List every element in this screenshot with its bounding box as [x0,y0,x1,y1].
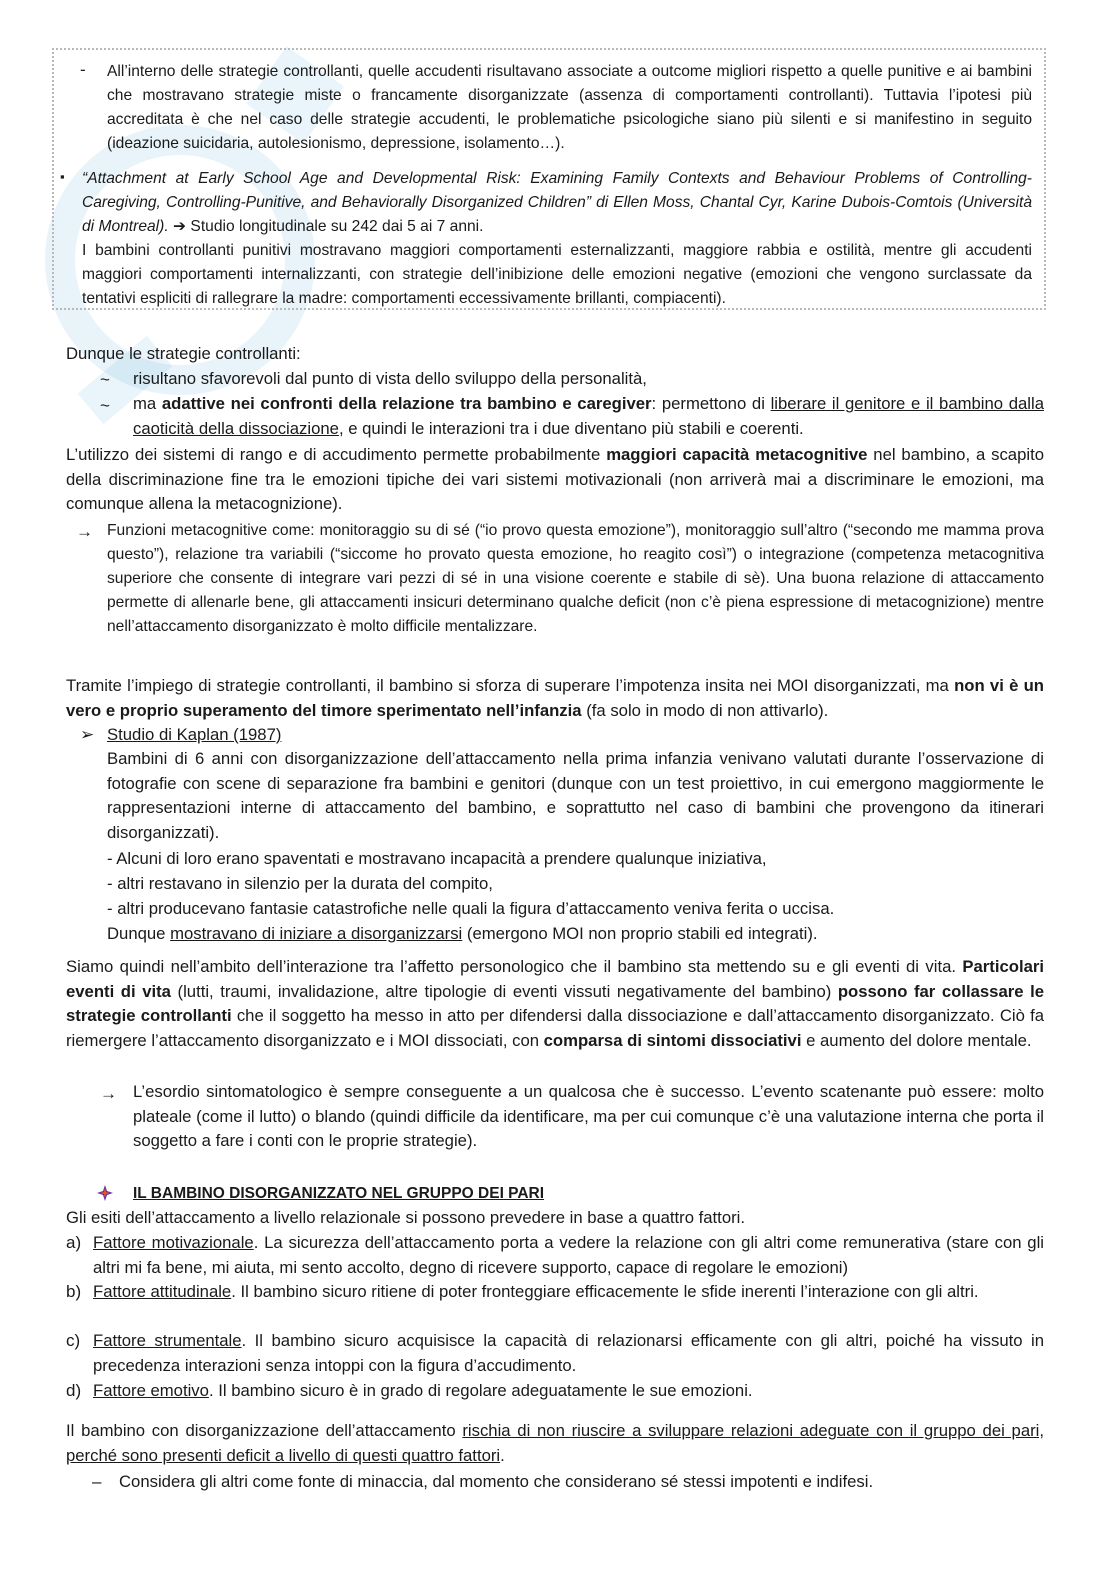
box-paragraph-2 [82,167,1032,311]
kaplan-conclusion [107,922,1044,947]
para3-b: (lutti, traumi, invalidazione, altre tipologie di eventi vissuti negativamente del bambino) [170,981,838,1001]
kaplan-text: Bambini di 6 anni con disorganizzazione dell’attaccamento nella prima infanzia venivano valutati durante l’osservazione di fotografie con scene di separazione fra bambini e genitori (dunque con un test proiettivo, in cui emergono maggiormente le rappresentazioni interne di attaccamento del bambino, e soprattutto nel caso di bambini che provengono da itinerari disorganizzati). [107,749,1044,842]
para3-bold3: comparsa di sintomi dissociativi [543,1030,802,1050]
item-b [93,1280,1044,1305]
item-a-text: . La sicurezza dell’attaccamento porta a vedere la relazione con gli altri come remunerativa (stare con gli altri mi fa bene, mi aiuta, mi sento accolto, degno di ricevere supporto, capace di regolare le emozioni) [93,1233,1044,1277]
kaplan-line-2: - altri restavano in silenzio per la durata del compito, [107,874,493,893]
kaplan-concl-underlined: mostravano di iniziare a disorganizzarsi [170,924,463,943]
tilde-item-2-b: : permettono di [651,394,771,413]
box-paragraph-1: All’interno delle strategie controllanti, quelle accudenti risultavano associate a outcome migliori rispetto a quelle punitive e ai bambini che mostravano strategie miste o francamente disorganizzate (assenza di comportamenti controllanti). Tuttavia l’ipotesi più accreditata è che nel caso delle strategie accudenti, le problematiche psicologiche siano più silenti e si manifestino in seguito (ideazione suicidaria, autolesionismo, depressione, isolamento…). [107,63,1032,152]
item-d [93,1379,1044,1404]
kaplan-concl-b: (emergono MOI non proprio stabili ed integrati). [462,924,818,943]
onset-note: L’esordio sintomatologico è sempre conseguente a un qualcosa che è successo. L’evento scatenante può essere: molto plateale (come il lutto) o blando (quindi difficile da identificare, ma per cui comunque c’è una valutazione interna che porta il soggetto a fare i conti con le proprie strategie). [133,1082,1044,1150]
item-d-letter: d) [66,1381,82,1400]
section-heading: IL BAMBINO DISORGANIZZATO NEL GRUPPO DEI PARI [133,1185,545,1202]
item-a-letter: a) [66,1233,82,1252]
closing-a: Il bambino con disorganizzazione dell’attaccamento [66,1421,463,1440]
item-a-name: Fattore motivazionale [93,1233,254,1252]
para1-bold: maggiori capacità metacognitive [606,445,868,464]
item-c-name: Fattore strumentale [93,1331,242,1350]
last-bullet: Considera gli altri come fonte di minaccia, dal momento che considerano sé stessi impotenti e indifesi. [119,1472,874,1491]
para3-bold1: Particolari eventi di vita [66,957,1044,1001]
para3-a: Siamo quindi nell’ambito dell’interazione tra l’affetto personologico che il bambino sta mettendo su e gli eventi di vita. [66,957,963,976]
arrow-icon: ➔ [173,218,187,235]
item-a [93,1231,1044,1280]
section-intro: Gli esiti dell’attaccamento a livello relazionale si possono prevedere in base a quattro fattori. [66,1208,745,1227]
para1-b: nel bambino, a scapito della discriminazione fine tra le emozioni tipiche dei vari sistemi motivazionali (non arriverà mai a discriminare le emozioni, ma comunque allena la metacognizione). [66,445,1044,513]
tilde-item-2-c: , e quindi le interazioni tra i due diventano più stabili e coerenti. [338,418,804,438]
tilde-marker-2: ~ [100,396,110,415]
item-b-letter: b) [66,1282,82,1301]
tilde-item-1: risultano sfavorevoli dal punto di vista dello sviluppo della personalità, [133,369,647,388]
kaplan-title: Studio di Kaplan (1987) [107,725,282,744]
paragraph-life-events [66,955,1044,1053]
closing-b: . [500,1445,505,1465]
box-paragraph-2-text: I bambini controllanti punitivi mostravano maggiori comportamenti esternalizzanti, maggiore rabbia e ostilità, mentre gli accudenti maggiori comportamenti internalizzanti, con strategie dell’inibizione delle emozioni negative (emozioni che vengono surclassate da tentativi espliciti di rallegrare la madre: comportamenti eccessivamente brillanti, compiacenti). [82,242,1032,307]
tilde-item-2-bold: adattive nei confronti della relazione tra bambino e caregiver [161,394,652,413]
paragraph-strategies [66,674,1044,723]
item-b-name: Fattore attitudinale [93,1282,232,1301]
study-note: Studio longitudinale su 242 dai 5 ai 7 anni. [186,218,484,235]
closing-paragraph [66,1419,1044,1468]
tilde-marker-1: ~ [100,370,110,389]
item-d-name: Fattore emotivo [93,1381,209,1400]
dash-bullet: - [80,60,86,79]
para3-c: che il soggetto ha messo in atto per difendersi dalla dissociazione e dall’attaccamento disorganizzato. Ciò fa riemergere l’attaccamento disorganizzato e i MOI dissociati, con [66,1006,1044,1050]
arrow-marker-2: → [100,1084,117,1103]
item-c-letter: c) [66,1331,81,1350]
para2-a: Tramite l’impiego di strategie controllanti, il bambino si sforza di superare l’impotenza insita nei MOI disorganizzati, ma [66,676,955,695]
tilde-item-2 [133,392,1044,441]
kaplan-line-1: - Alcuni di loro erano spaventati e mostravano incapacità a prendere qualunque iniziativa, [107,849,767,868]
kaplan-line-3: - altri producevano fantasie catastrofiche nelle quali la figura d’attaccamento veniva ferita o uccisa. [107,899,835,918]
tilde-item-2-underlined: liberare il genitore e il bambino dalla caoticità della dissociazione [133,394,1044,438]
metacognition-note: Funzioni metacognitive come: monitoraggio su di sé (“io provo questa emozione”), monitoraggio sull’altro (“secondo me mamma prova questo”), relazione tra variabili (“siccome ho provato questa emozione, ho reagito così”) o integrazione (competenza metacognitiva superiore che consente di integrare vari pezzi di sé in una visione coerente e stabile di sè). Una buona relazione di attaccamento permette di allenarle bene, gli attaccamenti insicuri determinano qualche deficit (non c’è piena espressione di metacognizione) mentre nell’attaccamento disorganizzato è molto difficile mentalizzare. [107,522,1044,635]
item-d-text: . Il bambino sicuro è in grado di regolare adeguatamente le sue emozioni. [208,1381,753,1400]
para3-d: e aumento del dolore mentale. [801,1030,1032,1050]
item-c-text: . Il bambino sicuro acquisisce la capacità di relazionarsi efficamente con gli altri, poiché ha vissuto in precedenza interazioni senza intoppi con la figura d’accudimento. [93,1331,1045,1375]
star-bullet-icon [96,1184,114,1202]
closing-underlined: rischia di non riuscire a sviluppare relazioni adeguate con il gruppo dei pari, perché sono presenti deficit a livello di questi quattro fattori [66,1421,1044,1465]
item-c [93,1329,1044,1378]
arrowhead-bullet: ➢ [80,725,95,744]
para3-bold2: possono far collassare le strategie controllanti [66,981,1044,1025]
para1-a: L’utilizzo dei sistemi di rango e di accudimento permette probabilmente [66,445,607,464]
square-bullet: ▪ [60,169,65,184]
kaplan-concl-a: Dunque [107,924,171,943]
item-b-text: . Il bambino sicuro ritiene di poter fronteggiare efficacemente le sfide inerenti l’interazione con gli altri. [231,1282,979,1301]
tilde-item-2-a: ma [133,394,162,413]
para2-bold: non vi è un vero e proprio superamento del timore sperimentato nell’infanzia [66,676,1044,720]
para2-b: (fa solo in modo di non attivarlo). [581,700,829,720]
paragraph-metacognition [66,443,1044,517]
en-dash-marker: – [92,1472,102,1491]
article-title: “Attachment at Early School Age and Developmental Risk: Examining Family Contexts and Behaviour Problems of Controlling-Caregiving, Controlling-Punitive, and Behaviorally Disorganized Children” di Ellen Moss, Chantal Cyr, Karine Dubois-Comtois (Università di Montreal). [82,170,1032,235]
arrow-marker-1: → [76,522,93,541]
intro-line: Dunque le strategie controllanti: [66,344,301,363]
